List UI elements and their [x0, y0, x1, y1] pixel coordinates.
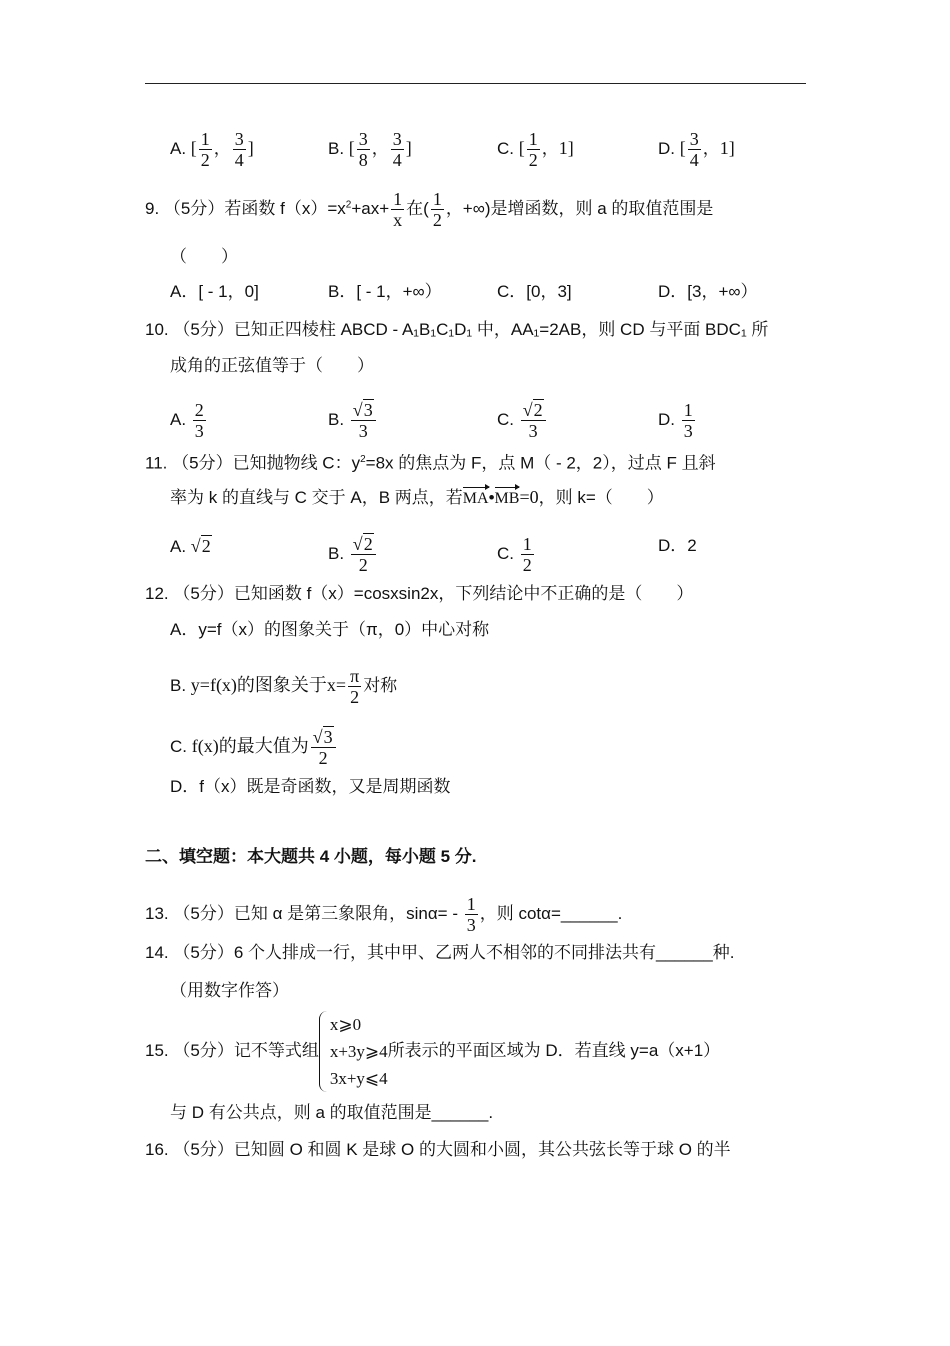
q10-option-b: B. $\frac{√3}{3}$ [328, 401, 378, 440]
q9-option-b: B．[ - 1，+∞） [328, 282, 442, 301]
question-16: 16. （5分）已知圆 O 和圆 K 是球 O 的大圆和小圆，其公共弦长等于球 O 的半 [145, 1140, 731, 1159]
q10-option-c: C. $\frac{√2}{3}$ [497, 401, 548, 440]
q12-option-b: B. y=f(x)的图象关于x= $\frac{\pi}{2}$ 对称 [170, 666, 398, 707]
header-rule [145, 83, 806, 84]
q8-option-a: A. [ $\frac{1}{2}$ ， $\frac{3}{4}$ ] [170, 129, 254, 170]
question-11-stem-cont: 率为 k 的直线与 C 交于 A，B 两点，若MA•MB=0，则 k=（ ） [170, 486, 664, 510]
question-15-cont: 与 D 有公共点，则 a 的取值范围是______. [170, 1103, 494, 1122]
section-heading: 二、填空题：本大题共 4 小题，每小题 5 分. [145, 847, 477, 866]
question-13: 13. （5分）已知 α 是第三象限角，sinα= - $\frac{1}{3}$ ，则 cotα=______. [145, 894, 623, 935]
q11-option-a: A. √2 [170, 536, 211, 556]
q9-option-c: C．[0，3] [497, 282, 572, 301]
question-11-stem: 11. （5分）已知抛物线 C：$y^2=8x$ 的焦点为 F，点 M（ - 2，2），过点 F 且斜 [145, 453, 716, 473]
q12-option-d: D．f（x）既是奇函数，又是周期函数 [170, 777, 451, 796]
q8-option-c: C. [ $\frac{1}{2}$ ，1] [497, 129, 574, 170]
q12-option-c: C. f(x)的最大值为 $\frac{√3}{2}$ [170, 728, 338, 767]
question-15: 15. （5分）记不等式组 x⩾0 x+3y⩾4 3x+y⩽4 所表示的平面区域为 D．若直线 y=a（x+1） [145, 1011, 720, 1092]
q9-option-d: D．[3，+∞） [658, 282, 758, 301]
question-9-answer-paren: （ ） [170, 247, 238, 266]
vector-mb: MB [495, 488, 520, 510]
vector-ma: MA [463, 488, 489, 510]
q12-option-a: A．y=f（x）的图象关于（π，0）中心对称 [170, 620, 490, 639]
question-14-cont: （用数字作答） [170, 981, 289, 1000]
q10-option-a: A. $\frac{2}{3}$ [170, 400, 204, 441]
question-12-stem: 12. （5分）已知函数 f（x）=cosxsin2x，下列结论中不正确的是（ ） [145, 584, 694, 603]
question-10-stem-cont: 成角的正弦值等于（ ） [170, 356, 374, 375]
question-9-stem: 9. （5分）若函数 $f(x)=x^2+ax+$ $\frac{1}{x}$ 在( $\frac{1}{2}$ ，+∞)是增函数，则 a 的取值范围是 [145, 189, 714, 230]
question-10-stem: 10. （5分）已知正四棱柱 ABCD - A₁B₁C₁D₁ 中，AA₁=2AB，则 CD 与平面 BDC₁ 所 [145, 320, 769, 339]
q10-option-d: D. $\frac{1}{3}$ [658, 400, 693, 441]
q11-option-c: C. $\frac{1}{2}$ [497, 534, 532, 575]
q9-option-a: A．[ - 1，0] [170, 282, 259, 301]
q8-option-b: B. [ $\frac{3}{8}$ ， $\frac{3}{4}$ ] [328, 129, 412, 170]
question-14: 14. （5分）6 个人排成一行，其中甲、乙两人不相邻的不同排法共有______种. [145, 943, 735, 962]
inequality-system: x⩾0 x+3y⩾4 3x+y⩽4 [319, 1011, 388, 1092]
q11-option-d: D．2 [658, 536, 697, 555]
q8-option-d: D. [ $\frac{3}{4}$ ，1] [658, 129, 735, 170]
q11-option-b: B. $\frac{√2}{2}$ [328, 535, 378, 574]
